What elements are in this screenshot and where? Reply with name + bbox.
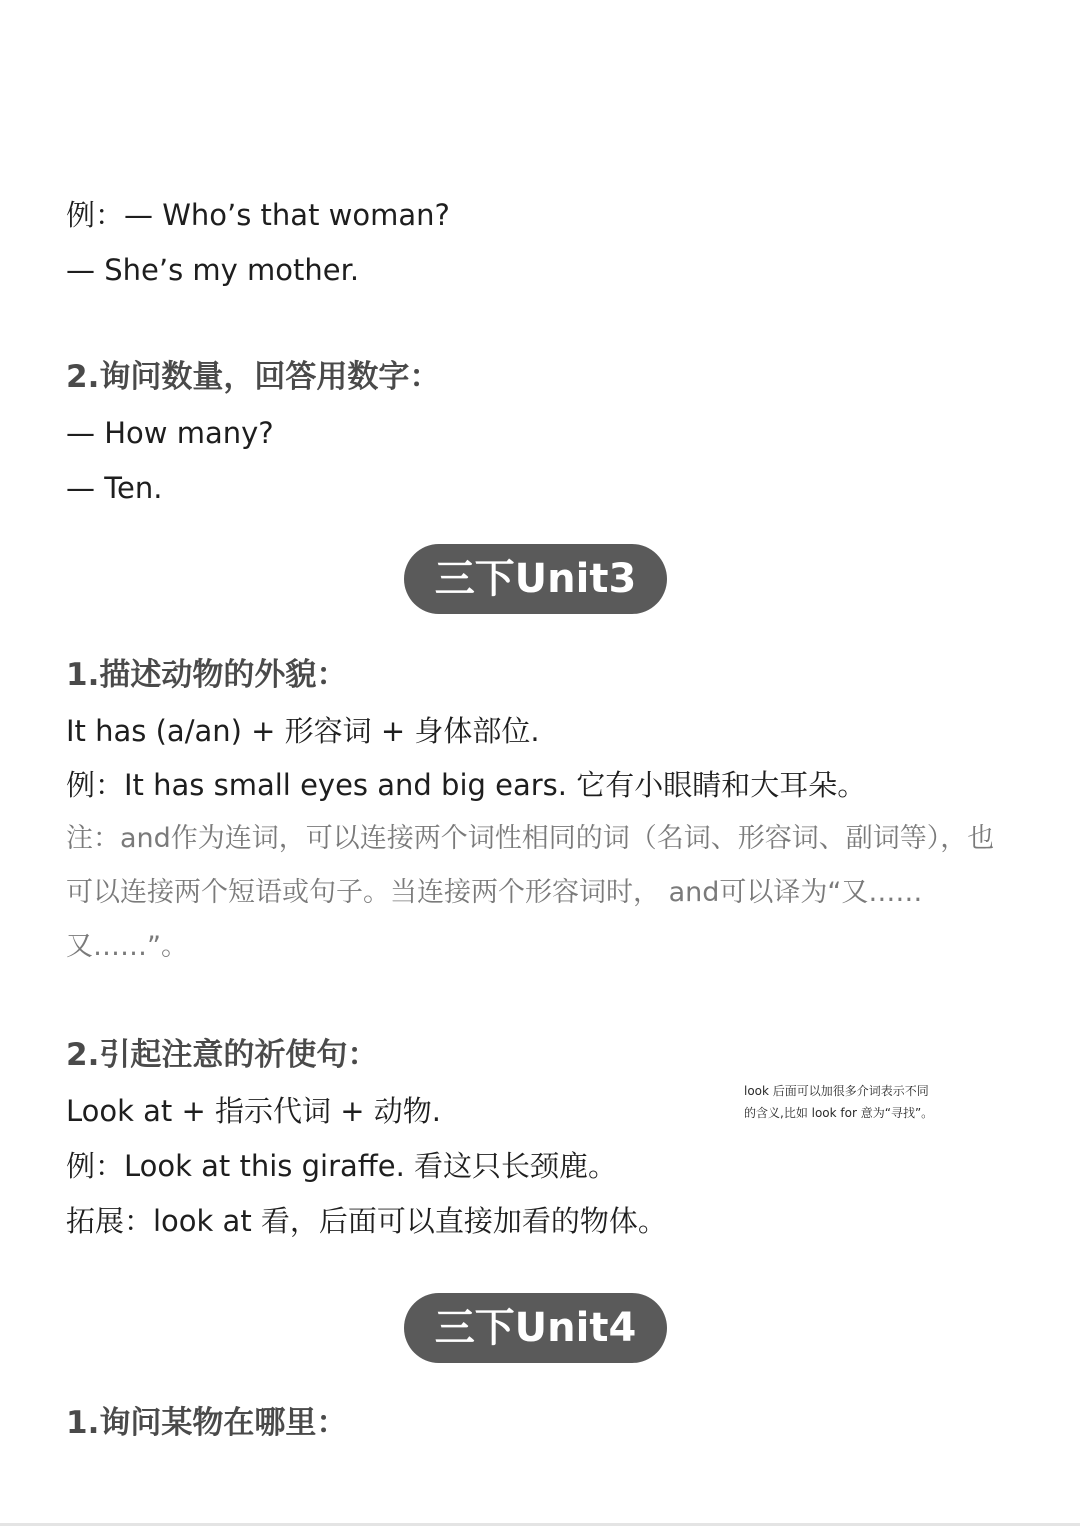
example-who-line: 例：— Who’s that woman? [66, 198, 450, 232]
unit3-look-at-extension-line: 拓展：look at 看，后面可以直接加看的物体。 [66, 1204, 667, 1238]
unit3-pattern-line: It has (a/an) + 形容词 + 身体部位. [66, 714, 540, 748]
unit4-badge: 三下Unit4 [404, 1293, 667, 1363]
unit3-and-note: 注：and作为连词，可以连接两个词性相同的词（名词、形容词、副词等），也可以连接两个短语或句子。当连接两个形容词时， and可以译为“又……又……”。 [66, 823, 995, 962]
example-answer-line: — She’s my mother. [66, 253, 360, 287]
section-heading-how-many: 2.询问数量，回答用数字： [66, 359, 441, 395]
unit3-heading-imperative: 2.引起注意的祈使句： [66, 1037, 379, 1073]
unit3-badge: 三下Unit3 [404, 544, 667, 614]
unit3-look-at-example-line: 例：Look at this giraffe. 看这只长颈鹿。 [66, 1149, 618, 1183]
how-many-question-line: — How many? [66, 416, 274, 450]
unit3-example-line: 例：It has small eyes and big ears. 它有小眼睛和大耳朵。 [66, 768, 867, 802]
unit4-heading-where-is: 1.询问某物在哪里： [66, 1405, 348, 1441]
how-many-answer-line: — Ten. [66, 471, 163, 505]
look-for-side-note: look 后面可以加很多介词表示不同的含义,比如 look for 意为“寻找”。 [744, 1084, 934, 1120]
unit3-look-at-pattern-line: Look at + 指示代词 + 动物. [66, 1094, 441, 1128]
unit3-heading-describe-animals: 1.描述动物的外貌： [66, 657, 348, 693]
